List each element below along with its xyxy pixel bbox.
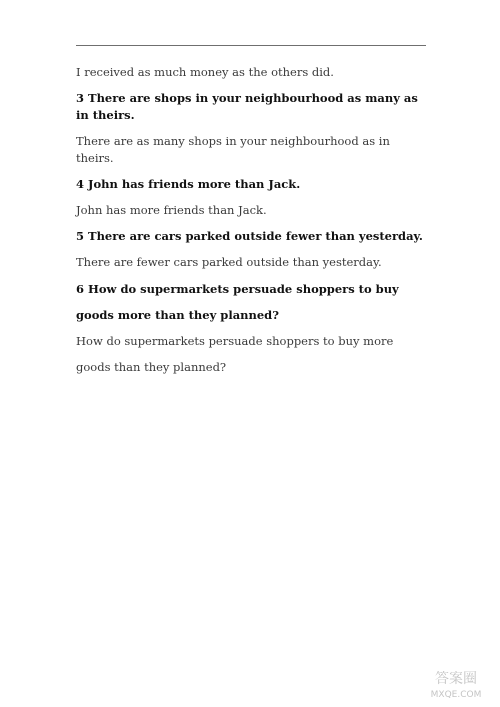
question-6: 6 How do supermarkets persuade shoppers to buy goods more than they planned? <box>76 282 399 322</box>
watermark-domain: MXQE.COM <box>430 690 482 700</box>
answer-6: How do supermarkets persuade shoppers to buy more goods than they planned? <box>76 334 394 374</box>
top-divider <box>76 45 426 46</box>
question-5: 5 There are cars parked outside fewer than yesterday. <box>76 229 423 243</box>
question-3: 3 There are shops in your neighbourhood as many as in theirs. <box>76 91 418 122</box>
watermark-logo <box>416 667 496 701</box>
question-4: 4 John has friends more than Jack. <box>76 177 301 191</box>
answer-5: There are fewer cars parked outside than yesterday. <box>76 255 382 269</box>
watermark-glyphs: 答案圈 <box>435 671 477 687</box>
answer-4: John has more friends than Jack. <box>76 203 267 217</box>
answer-3: There are as many shops in your neighbourhood as in theirs. <box>76 134 390 165</box>
answer-line-2: I received as much money as the others did. <box>76 65 334 79</box>
document-body <box>76 64 430 389</box>
